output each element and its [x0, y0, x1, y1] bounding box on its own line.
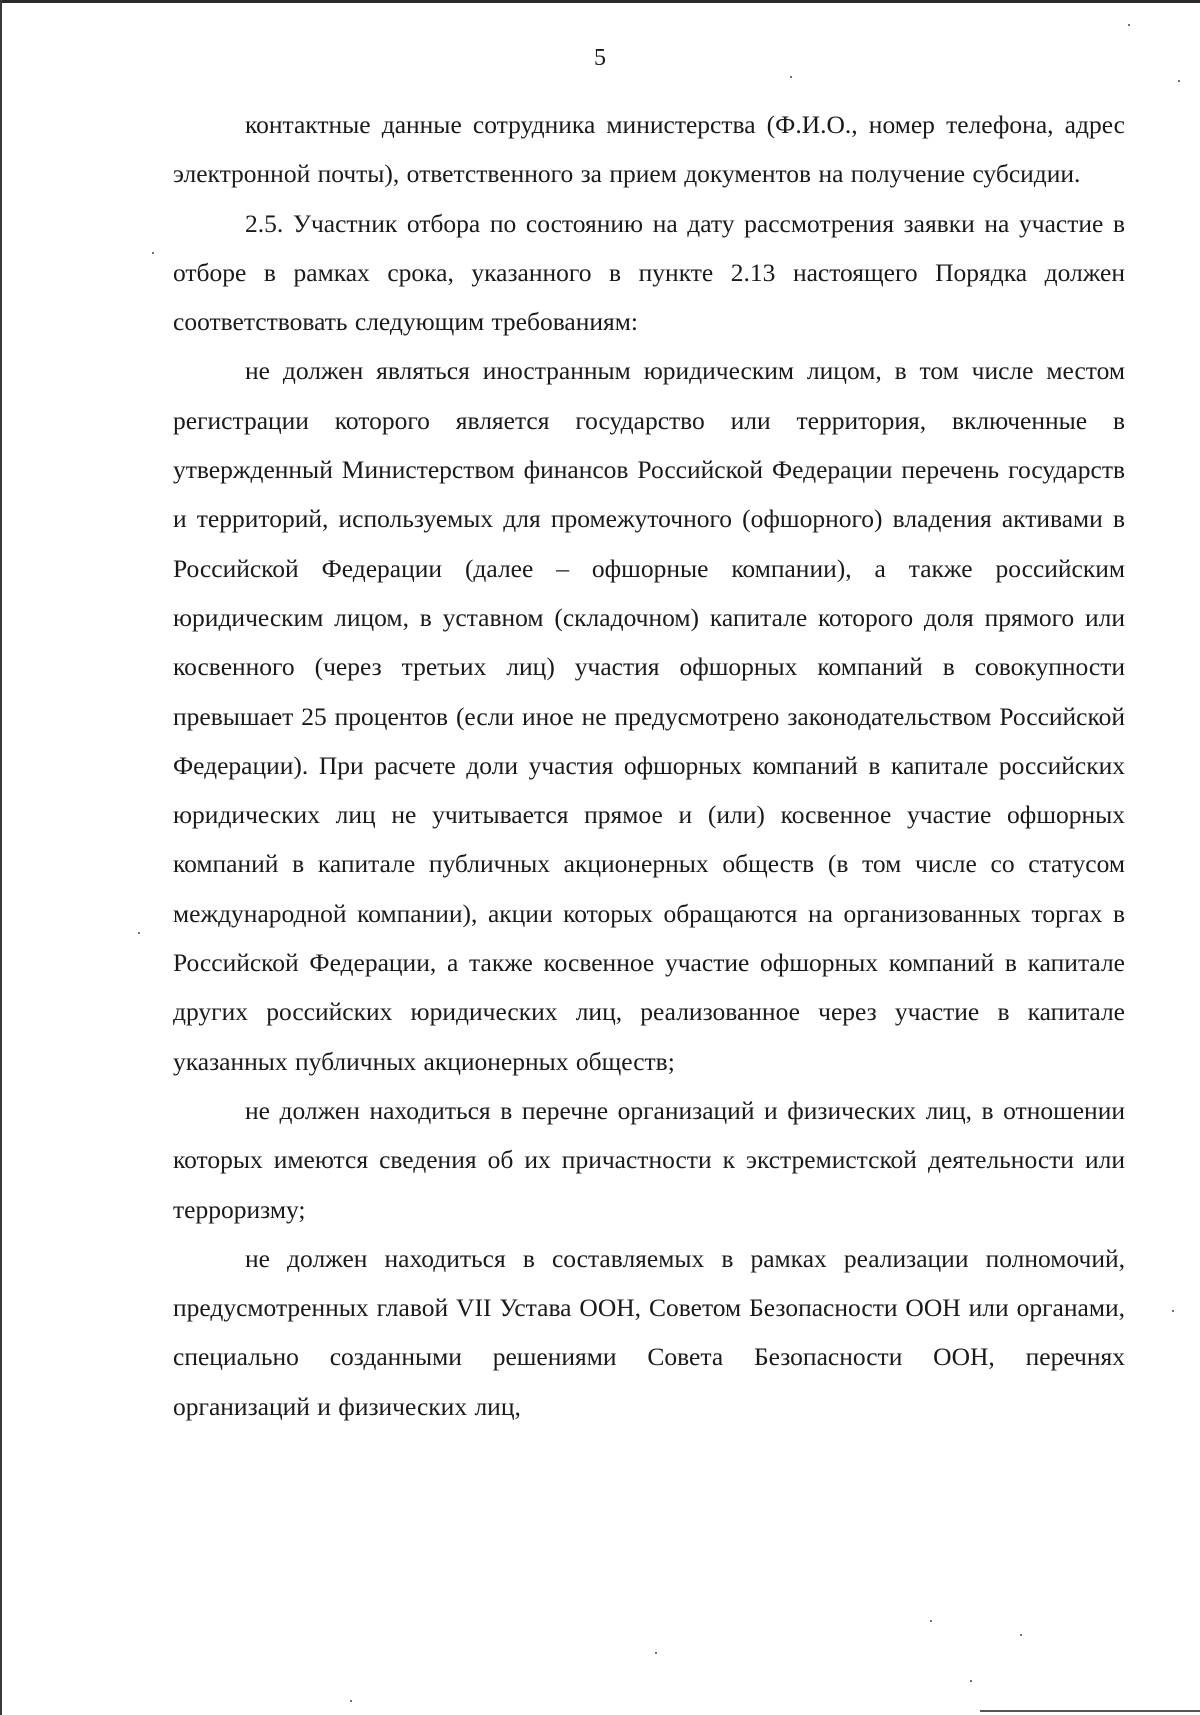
document-body	[173, 100, 1125, 1431]
scan-speck	[1172, 1310, 1174, 1312]
page-number: 5	[594, 45, 606, 71]
scan-speck	[970, 1680, 972, 1682]
scan-border-left	[0, 0, 2, 1715]
paragraph-contact-details: контактные данные сотрудника министерства (Ф.И.О., номер телефона, адрес электронной почты), ответственного за прием документов на получение субсидии.	[173, 110, 1125, 189]
paragraph-2-5-requirements: 2.5. Участник отбора по состоянию на дату рассмотрения заявки на участие в отборе в рамках срока, указанного в пункте 2.13 настоящего Порядка должен соответствовать следующим требованиям:	[173, 208, 1125, 337]
scan-speck	[350, 1700, 352, 1702]
scan-speck	[138, 932, 140, 934]
paragraph-un-sanctions-list: не должен находиться в составляемых в рамках реализации полномочий, предусмотренных главой VII Устава ООН, Советом Безопасности ООН или органами, специально созданными решениями Совета Безопасности ООН, перечнях организаций и физических лиц,	[173, 1243, 1125, 1421]
scan-speck	[930, 1620, 932, 1622]
scan-speck	[152, 252, 154, 254]
scan-border-top	[0, 0, 1200, 3]
scan-speck	[1128, 24, 1130, 26]
paragraph-extremism-list: не должен находиться в перечне организаций и физических лиц, в отношении которых имеются сведения об их причастности к экстремистской деятельности или терроризму;	[173, 1095, 1125, 1224]
scan-speck	[790, 76, 792, 78]
scan-speck	[655, 1652, 657, 1654]
scan-speck	[1020, 1634, 1022, 1636]
paragraph-offshore-requirement: не должен являться иностранным юридическим лицом, в том числе местом регистрации которого является государство или территория, включенные в утвержденный Министерством финансов Российской Федерации перечень государств и территорий, используемых для промежуточного (офшорного) владения активами в Российской Федерации (далее – офшорные компании), а также российским юридическим лицом, в уставном (складочном) капитале которого доля прямого или косвенного (через третьих лиц) участия офшорных компаний в совокупности превышает 25 процентов (если иное не предусмотрено законодательством Российской Федерации). При расчете доли участия офшорных компаний в капитале российских юридических лиц не учитывается прямое и (или) косвенное участие офшорных компаний в капитале публичных акционерных обществ (в том числе со статусом международной компании), акции которых обращаются на организованных торгах в Российской Федерации, а также косвенное участие офшорных компаний в капитале других российских юридических лиц, реализованное через участие в капитале указанных публичных акционерных обществ;	[173, 356, 1125, 1076]
scan-border-bottom	[980, 1710, 1200, 1712]
scan-speck	[1178, 80, 1180, 82]
